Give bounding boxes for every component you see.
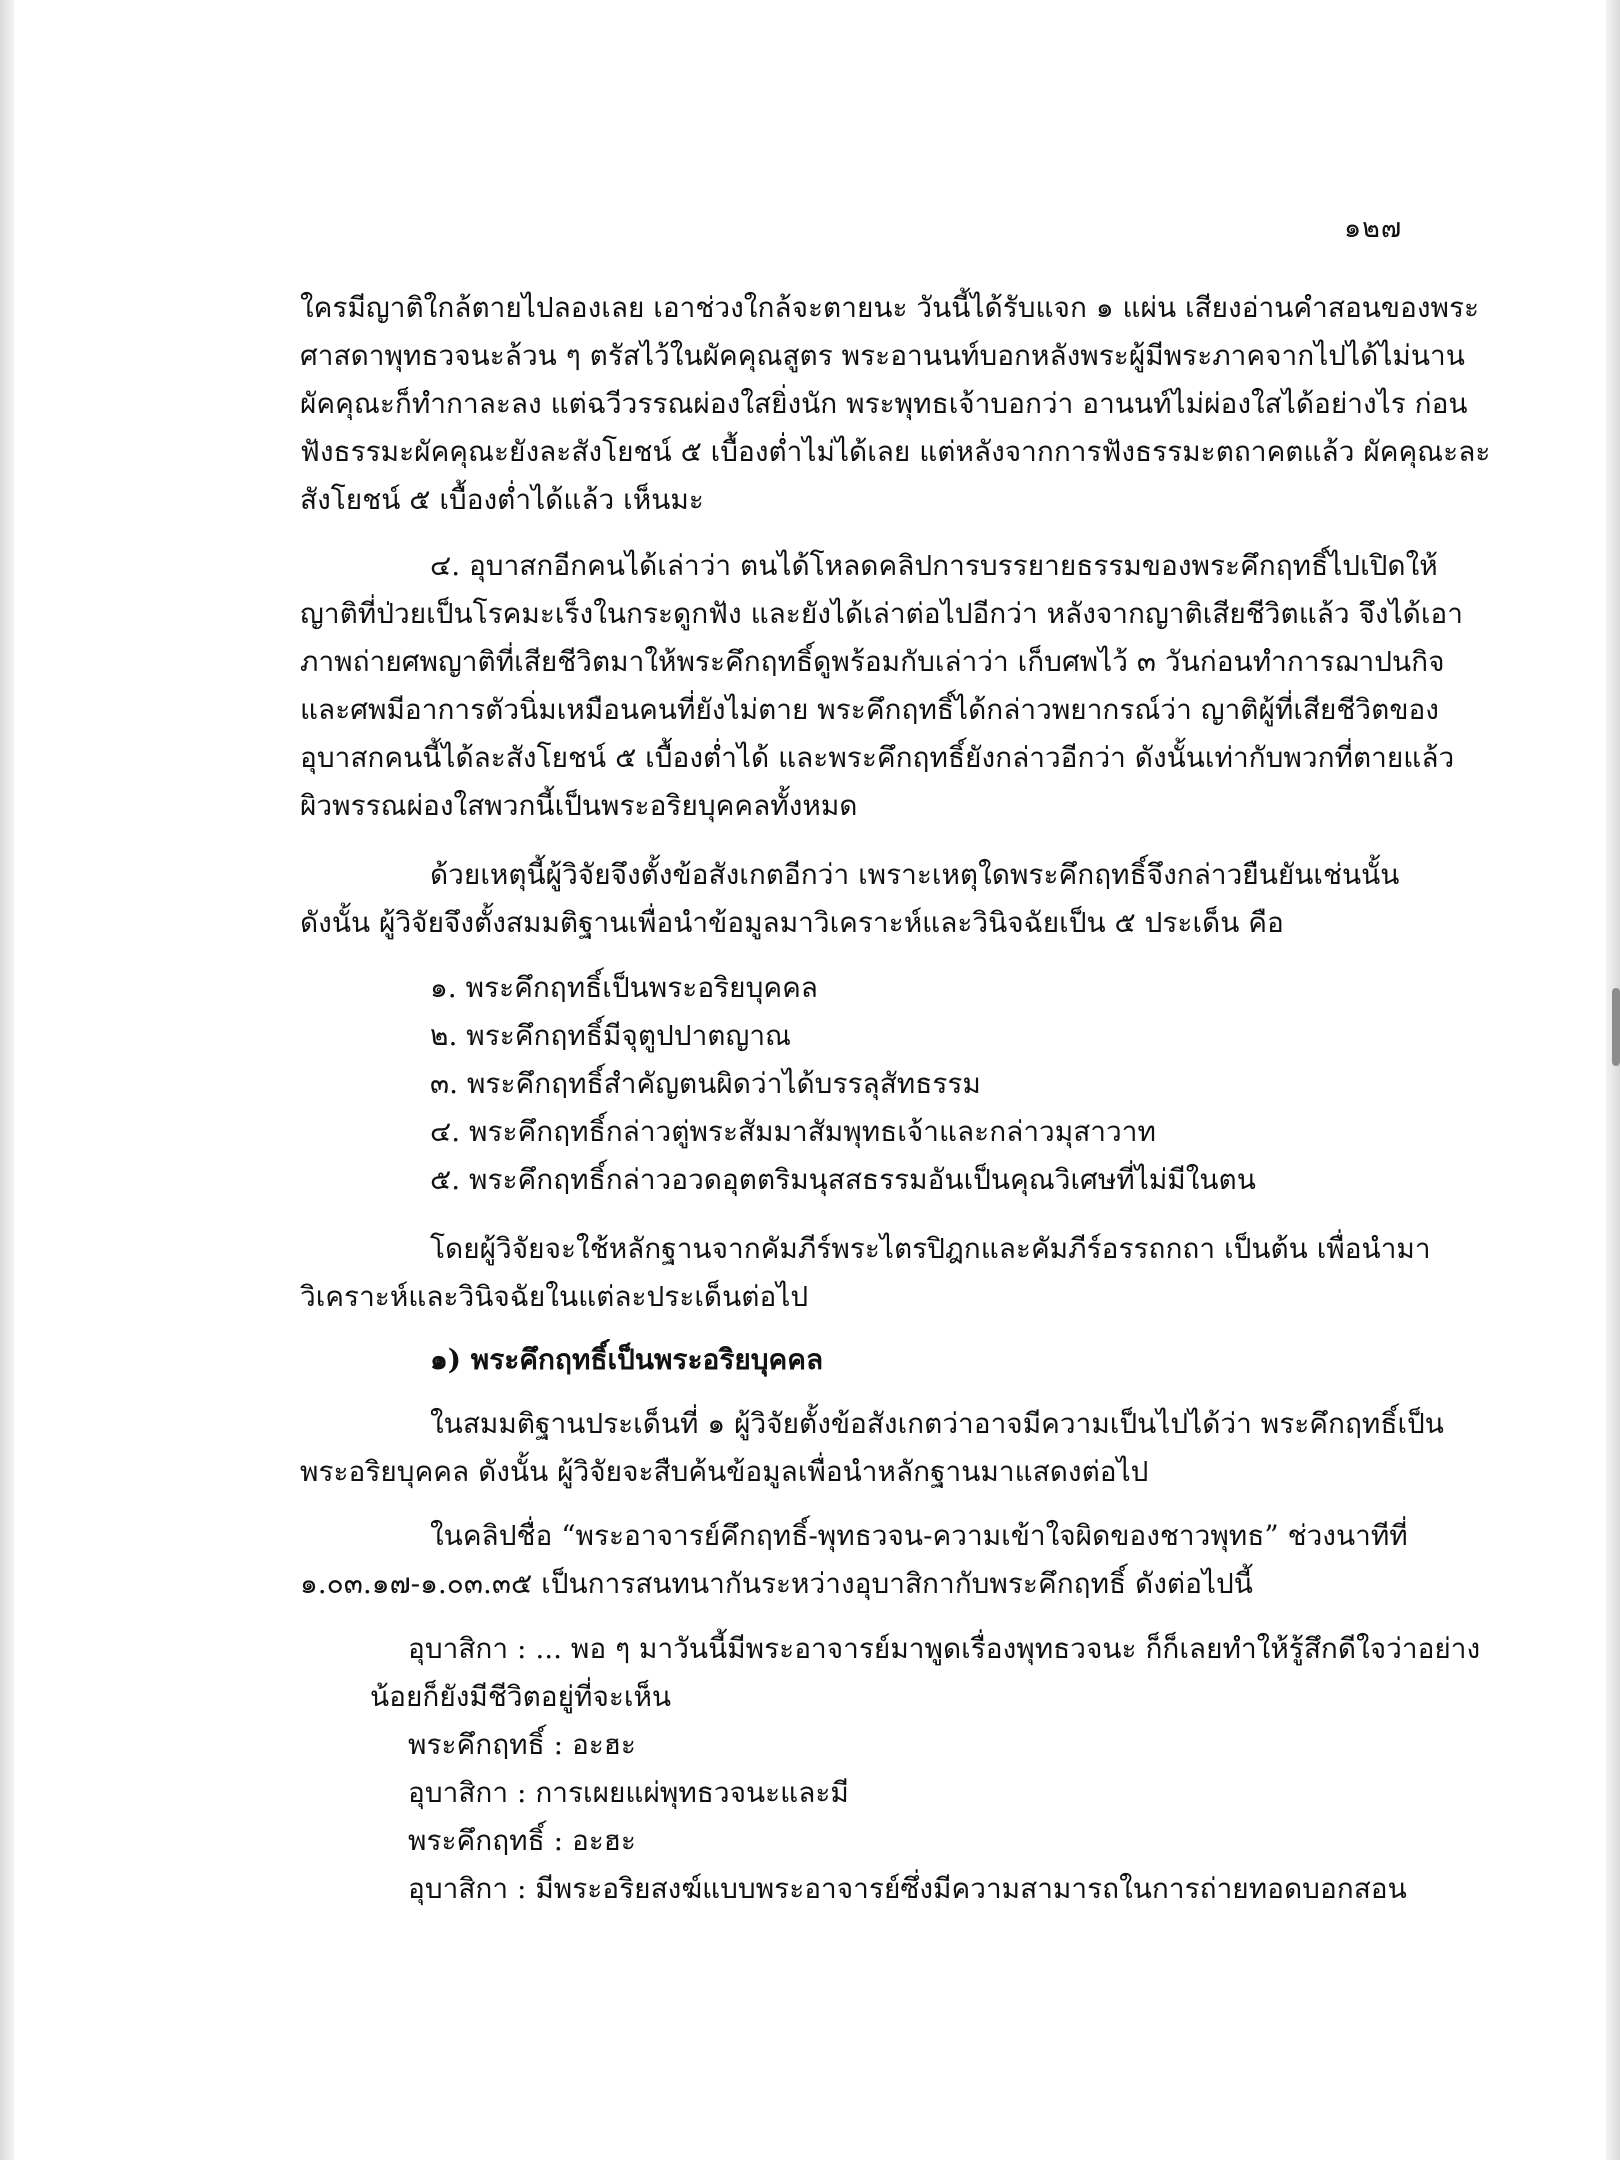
paragraph-line: วิเคราะห์และวินิจฉัยในแต่ละประเด็นต่อไป (300, 1280, 809, 1313)
paragraph-line: อุบาสกคนนี้ได้ละสังโยชน์ ๕ เบื้องต่ำได้ และพระคึกฤทธิ์ยังกล่าวอีกว่า ดังนั้นเท่ากับพวกที่ตายแล้ว (300, 741, 1455, 774)
paragraph-3 (300, 851, 1428, 947)
paragraph-line: โดยผู้วิจัยจะใช้หลักฐานจากคัมภีร์พระไตรปิฎกและคัมภีร์อรรถกถา เป็นต้น เพื่อนำมา (430, 1232, 1431, 1265)
paragraph-6 (300, 1512, 1428, 1608)
viewer-right-edge (1606, 0, 1620, 2160)
paragraph-line: สังโยชน์ ๕ เบื้องต่ำได้แล้ว เห็นมะ (300, 483, 704, 516)
paragraph-line: พระอริยบุคคล ดังนั้น ผู้วิจัยจะสืบค้นข้อมูลเพื่อนำหลักฐานมาแสดงต่อไป (300, 1455, 1149, 1488)
paragraph-line: ผัคคุณะก็ทำกาละลง แต่ฉวีวรรณผ่องใสยิ่งนัก พระพุทธเจ้าบอกว่า อานนท์ไม่ผ่องใสได้อย่างไร ก่อน (300, 387, 1468, 420)
paragraph-line: ด้วยเหตุนี้ผู้วิจัยจึงตั้งข้อสังเกตอีกว่า เพราะเหตุใดพระคึกฤทธิ์จึงกล่าวยืนยันเช่นนั้น (430, 858, 1400, 891)
paragraph-1 (300, 284, 1491, 524)
dialogue-line: อุบาสิกา : การเผยแผ่พุทธวจนะและมี (408, 1776, 849, 1809)
paragraph-4 (300, 1225, 1431, 1321)
dialogue-line: อุบาสิกา : ... พอ ๆ มาวันนี้มีพระอาจารย์มาพูดเรื่องพุทธวจนะ ก็ก็เลยทำให้รู้สึกดีใจว่าอย่าง (408, 1632, 1481, 1665)
paragraph-line: ๔. อุบาสกอีกคนได้เล่าว่า ตนได้โหลดคลิปการบรรยายธรรมของพระคึกฤทธิ์ไปเปิดให้ (430, 549, 1438, 582)
list-item: ๕. พระคึกฤทธิ์กล่าวอวดอุตตริมนุสสธรรมอันเป็นคุณวิเศษที่ไม่มีในตน (430, 1163, 1256, 1196)
paragraph-line: ศาสดาพุทธวจนะล้วน ๆ ตรัสไว้ในผัคคุณสูตร พระอานนท์บอกหลังพระผู้มีพระภาคจากไปได้ไม่นาน (300, 339, 1465, 372)
paragraph-5 (300, 1400, 1444, 1496)
paragraph-line: ญาติที่ป่วยเป็นโรคมะเร็งในกระดูกฟัง และยังได้เล่าต่อไปอีกว่า หลังจากญาติเสียชีวิตแล้ว จึงได้เอา (300, 597, 1463, 630)
viewer-left-edge (0, 0, 14, 2160)
dialogue-quote (300, 1625, 1481, 1913)
hypothesis-list (300, 964, 1428, 1204)
list-item: ๑. พระคึกฤทธิ์เป็นพระอริยบุคคล (430, 971, 818, 1004)
paragraph-line: ในคลิปชื่อ “พระอาจารย์คึกฤทธิ์-พุทธวจน-ความเข้าใจผิดของชาวพุทธ” ช่วงนาทีที่ (430, 1519, 1408, 1552)
paragraph-line: ในสมมติฐานประเด็นที่ ๑ ผู้วิจัยตั้งข้อสังเกตว่าอาจมีความเป็นไปได้ว่า พระคึกฤทธิ์เป็น (430, 1407, 1444, 1440)
paragraph-line: ผิวพรรณผ่องใสพวกนี้เป็นพระอริยบุคคลทั้งหมด (300, 789, 858, 822)
list-item: ๓. พระคึกฤทธิ์สำคัญตนผิดว่าได้บรรลุสัทธรรม (430, 1067, 981, 1100)
dialogue-line: อุบาสิกา : มีพระอริยสงฆ์แบบพระอาจารย์ซึ่งมีความสามารถในการถ่ายทอดบอกสอน (408, 1872, 1407, 1905)
section-heading-text: ๑) พระคึกฤทธิ์เป็นพระอริยบุคคล (430, 1343, 824, 1376)
paragraph-line: ฟังธรรมะผัคคุณะยังละสังโยชน์ ๕ เบื้องต่ำไม่ได้เลย แต่หลังจากการฟังธรรมะตถาคตแล้ว ผัคคุณะละ (300, 435, 1491, 468)
paragraph-line: ดังนั้น ผู้วิจัยจึงตั้งสมมติฐานเพื่อนำข้อมูลมาวิเคราะห์และวินิจฉัยเป็น ๕ ประเด็น คือ (300, 906, 1284, 939)
paragraph-line: ใครมีญาติใกล้ตายไปลองเลย เอาช่วงใกล้จะตายนะ วันนี้ได้รับแจก ๑ แผ่น เสียงอ่านคำสอนของพระ (300, 291, 1480, 324)
list-item: ๔. พระคึกฤทธิ์กล่าวตู่พระสัมมาสัมพุทธเจ้าและกล่าวมุสาวาท (430, 1115, 1156, 1148)
paragraph-line: ๑.๐๓.๑๗-๑.๐๓.๓๕ เป็นการสนทนากันระหว่างอุบาสิกากับพระคึกฤทธิ์ ดังต่อไปนี้ (300, 1567, 1253, 1600)
paragraph-line: ภาพถ่ายศพญาติที่เสียชีวิตมาให้พระคึกฤทธิ์ดูพร้อมกับเล่าว่า เก็บศพไว้ ๓ วันก่อนทำการฌาปนกิจ (300, 645, 1445, 678)
page-number: ๑๒๗ (1344, 213, 1403, 244)
dialogue-line: น้อยก็ยังมีชีวิตอยู่ที่จะเห็น (370, 1680, 672, 1713)
section-heading (300, 1336, 1428, 1384)
document-page (14, 0, 1606, 2160)
dialogue-line: พระคึกฤทธิ์ : อะฮะ (408, 1728, 636, 1761)
dialogue-line: พระคึกฤทธิ์ : อะฮะ (408, 1824, 636, 1857)
paragraph-2 (300, 542, 1463, 830)
paragraph-line: และศพมีอาการตัวนิ่มเหมือนคนที่ยังไม่ตาย พระคึกฤทธิ์ได้กล่าวพยากรณ์ว่า ญาติผู้ที่เสียชีวิตของ (300, 693, 1439, 726)
list-item: ๒. พระคึกฤทธิ์มีจุตูปปาตญาณ (430, 1019, 792, 1052)
scrollbar-thumb[interactable] (1612, 988, 1620, 1066)
